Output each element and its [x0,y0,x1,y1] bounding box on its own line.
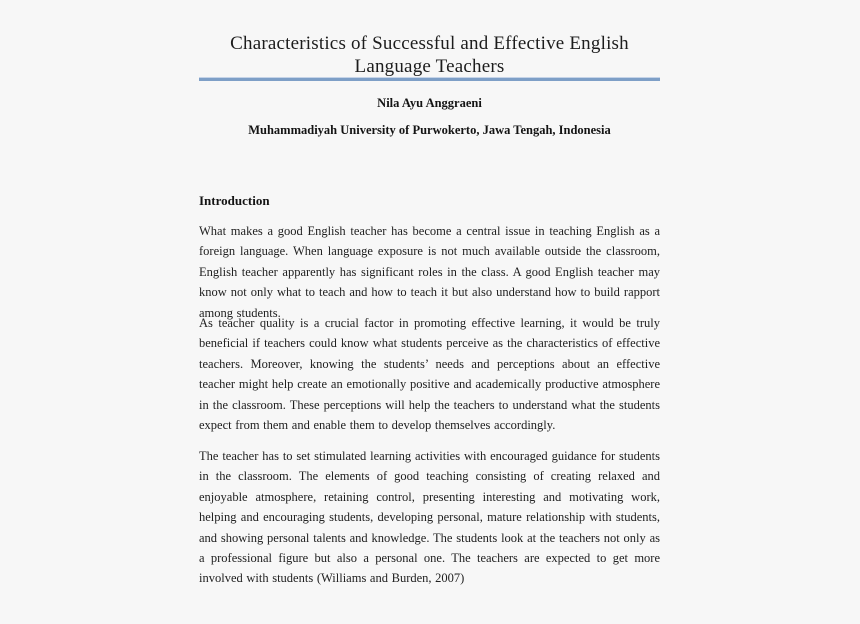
title-underline-rule [199,78,660,81]
paragraph-2: As teacher quality is a crucial factor in promoting effective learning, it would be truly beneficial if teachers could know what students perceive as the characteristics of effective teachers. Moreover, knowing the students’ needs and perceptions about an effective teacher might help create an emotionally positive and academically productive atmosphere in the classroom. These perceptions will help the teachers to understand what the students expect from them and enable them to develop themselves accordingly. [199,316,660,433]
author-name: Nila Ayu Anggraeni [377,96,482,110]
paragraph-3: The teacher has to set stimulated learning activities with encouraged guidance for students in the classroom. The elements of good teaching consisting of creating relaxed and enjoyable atmosphere, retaining control, presenting interesting and motivating work, helping and encouraging students, developing personal, mature relationship with students, and showing personal talents and knowledge. The students look at the teachers not only as a professional figure but also a personal one. The teachers are expected to get more involved with students (Williams and Burden, 2007) [199,449,660,586]
paper-title-line-1: Characteristics of Successful and Effective English [230,33,629,54]
section-heading-introduction: Introduction [199,193,270,208]
content-column [199,0,660,624]
paragraph-1: What makes a good English teacher has become a central issue in teaching English as a foreign language. When language exposure is not much available outside the classroom, English teacher apparently has significant roles in the class. A good English teacher may know not only what to teach and how to teach it but also understand how to build rapport among students. [199,224,660,320]
author-affiliation: Muhammadiyah University of Purwokerto, Jawa Tengah, Indonesia [248,123,611,137]
paper-title [199,33,660,78]
paper-title-line-2: Language Teachers [354,55,505,77]
